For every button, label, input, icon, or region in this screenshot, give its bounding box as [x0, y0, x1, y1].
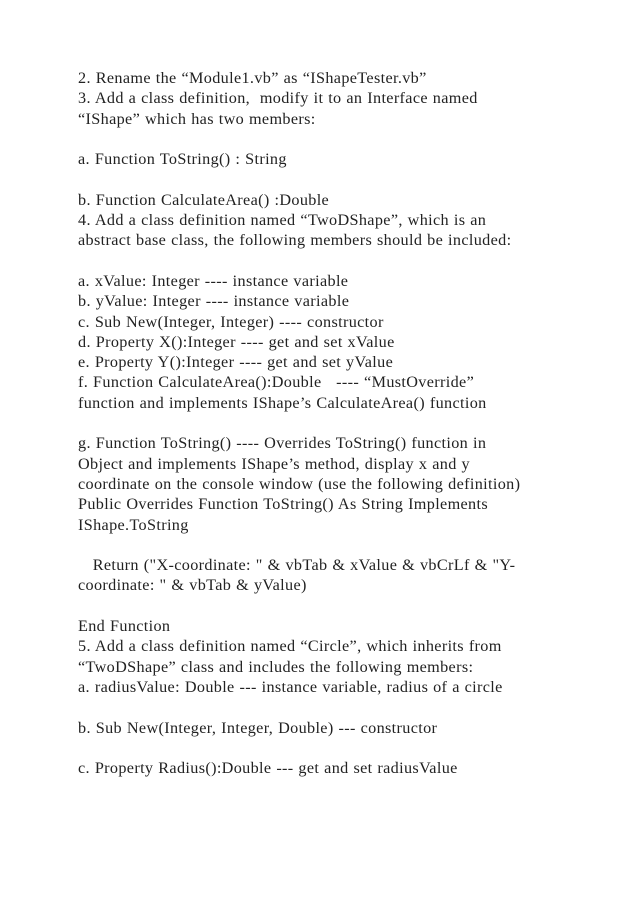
text-line: function and implements IShape’s CalculateArea() function: [78, 393, 487, 412]
text-line: b. yValue: Integer ---- instance variable: [78, 292, 350, 311]
text-line: 3. Add a class definition, modify it to an Interface named: [78, 89, 478, 108]
text-line: Object and implements IShape’s method, display x and y: [78, 454, 470, 473]
text-line: Return ("X-coordinate: " & vbTab & xValue & vbCrLf & "Y-: [78, 556, 516, 575]
text-line: c. Property Radius():Double --- get and set radiusValue: [78, 759, 458, 778]
text-line: “IShape” which has two members:: [78, 109, 316, 128]
blank-line: [78, 596, 618, 616]
text-line: abstract base class, the following members should be included:: [78, 231, 512, 250]
text-line: IShape.ToString: [78, 515, 189, 534]
blank-line: [78, 535, 618, 555]
text-line: e. Property Y():Integer ---- get and set yValue: [78, 353, 394, 372]
text-line: b. Function CalculateArea() :Double: [78, 190, 330, 209]
text-line: f. Function CalculateArea():Double ---- “MustOverride”: [78, 373, 475, 392]
text-line: “TwoDShape” class and includes the following members:: [78, 657, 474, 676]
blank-line: [78, 251, 618, 271]
text-line: a. radiusValue: Double --- instance variable, radius of a circle: [78, 677, 503, 696]
text-line: a. xValue: Integer ---- instance variable: [78, 271, 349, 290]
text-line: 5. Add a class definition named “Circle”, which inherits from: [78, 637, 502, 656]
blank-line: [78, 129, 618, 149]
document-text: [78, 68, 618, 778]
text-line: g. Function ToString() ---- Overrides ToString() function in: [78, 434, 487, 453]
text-line: 2. Rename the “Module1.vb” as “IShapeTester.vb”: [78, 69, 427, 87]
blank-line: [78, 413, 618, 433]
text-line: coordinate: " & vbTab & yValue): [78, 576, 307, 595]
blank-line: [78, 738, 618, 758]
text-line: a. Function ToString() : String: [78, 150, 287, 169]
text-line: coordinate on the console window (use the following definition): [78, 474, 521, 493]
text-line: b. Sub New(Integer, Integer, Double) --- constructor: [78, 718, 438, 737]
blank-line: [78, 697, 618, 717]
text-line: End Function: [78, 617, 171, 636]
text-line: d. Property X():Integer ---- get and set xValue: [78, 332, 395, 351]
text-line: Public Overrides Function ToString() As String Implements: [78, 495, 488, 514]
blank-line: [78, 169, 618, 189]
text-line: c. Sub New(Integer, Integer) ---- constructor: [78, 312, 384, 331]
text-line: 4. Add a class definition named “TwoDShape”, which is an: [78, 211, 487, 230]
